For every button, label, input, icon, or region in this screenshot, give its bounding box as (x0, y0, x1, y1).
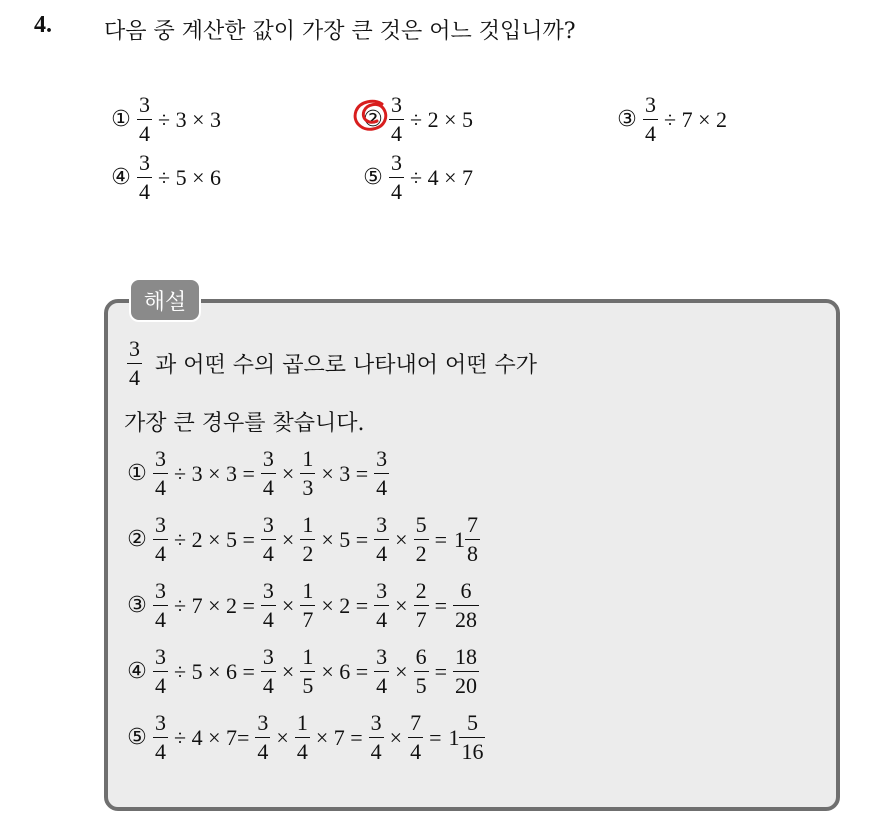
fraction: $\frac{3}{4}$ (376, 644, 388, 698)
expression-text: × 6 = (321, 658, 369, 684)
fraction: $\frac{1}{4}$ (296, 710, 308, 764)
option-expression: ÷ 2 × 5 (410, 106, 473, 132)
solution-row-4 (124, 646, 482, 697)
fraction: $\frac{3}{4}$ (139, 150, 150, 204)
expression-text: ÷ 3 × 3 = (174, 460, 255, 486)
fraction: $\frac{3}{4}$ (257, 710, 269, 764)
option-marker: ④ (111, 165, 131, 190)
solution-marker: ④ (127, 659, 147, 684)
fraction: $\frac{3}{4}$ (370, 710, 382, 764)
option-5[interactable] (360, 152, 476, 203)
fraction: $\frac{1}{2}$ (302, 512, 314, 566)
option-marker: ① (111, 107, 131, 132)
fraction: $\frac{3}{4}$ (376, 512, 388, 566)
solution-marker: ③ (127, 593, 147, 618)
expression-text: × 7 = (315, 724, 363, 750)
fraction: $\frac{3}{4}$ (262, 446, 274, 500)
solution-row-2 (124, 514, 483, 565)
fraction: $\frac{2}{7}$ (415, 578, 427, 632)
expression-text: × (281, 526, 295, 552)
fraction: $\frac{3}{4}$ (155, 644, 166, 698)
fraction: $\frac{3}{4}$ (155, 512, 166, 566)
solution-marker: ② (127, 527, 147, 552)
expression-text: = (429, 724, 442, 750)
fraction: $\frac{6}{5}$ (415, 644, 427, 698)
explanation-label: 해설 (129, 278, 201, 322)
fraction: $\frac{1}{3}$ (302, 446, 314, 500)
expression-text: × (276, 724, 289, 750)
option-expression: ÷ 3 × 3 (158, 106, 221, 132)
result-fraction: $\frac{5}{16}$ (461, 710, 484, 764)
option-expression: ÷ 4 × 7 (410, 164, 473, 190)
fraction: $\frac{7}{4}$ (410, 710, 422, 764)
solution-row-3 (124, 580, 482, 631)
solution-marker: ① (127, 461, 147, 486)
expression-text: × 5 = (321, 526, 369, 552)
solution-row-5 (124, 712, 488, 763)
option-marker: ⑤ (363, 165, 383, 190)
expression-text: × (281, 658, 295, 684)
mixed-whole: 1 (448, 724, 460, 750)
expression-text: ÷ 5 × 6 = (174, 658, 255, 684)
fraction: $\frac{3}{4}$ (391, 92, 402, 146)
explanation-text-1: 과 어떤 수의 곱으로 나타내어 어떤 수가 (155, 353, 537, 378)
fraction: $\frac{3}{4}$ (645, 92, 656, 146)
expression-text: × (395, 658, 408, 684)
question-number: 4. (34, 12, 52, 38)
fraction: $\frac{3}{4}$ (376, 578, 388, 632)
option-marker: ② (363, 107, 383, 132)
expression-text: ÷ 4 × 7= (174, 724, 250, 750)
option-expression: ÷ 5 × 6 (158, 164, 221, 190)
solution-marker: ⑤ (127, 725, 147, 750)
explanation-line-1 (124, 338, 537, 389)
expression-text: × 2 = (321, 592, 369, 618)
fraction: $\frac{3}{4}$ (391, 150, 402, 204)
expression-text: × (389, 724, 403, 750)
fraction: $\frac{3}{4}$ (262, 644, 274, 698)
expression-text: = (434, 592, 447, 618)
option-expression: ÷ 7 × 2 (664, 106, 727, 132)
result-fraction: $\frac{7}{8}$ (466, 512, 478, 566)
option-1[interactable] (108, 94, 224, 145)
expression-text: × (395, 526, 408, 552)
expression-text: = (434, 658, 447, 684)
result-fraction: $\frac{18}{20}$ (454, 644, 477, 698)
expression-text: × (395, 592, 408, 618)
expression-text: × 3 = (321, 460, 369, 486)
fraction: $\frac{1}{7}$ (302, 578, 314, 632)
fraction: $\frac{3}{4}$ (139, 92, 150, 146)
answer-mark-icon (352, 98, 392, 134)
result-fraction: $\frac{6}{28}$ (454, 578, 477, 632)
expression-text: × (281, 460, 295, 486)
fraction: $\frac{3}{4}$ (129, 336, 140, 390)
result-fraction: $\frac{3}{4}$ (376, 446, 388, 500)
fraction: $\frac{3}{4}$ (262, 578, 274, 632)
expression-text: = (434, 526, 447, 552)
expression-text: × (281, 592, 295, 618)
explanation-line-2 (124, 406, 365, 437)
explanation-text-2: 가장 큰 경우를 찾습니다. (124, 411, 365, 436)
fraction: $\frac{3}{4}$ (155, 446, 166, 500)
expression-text: ÷ 7 × 2 = (174, 592, 255, 618)
solution-row-1 (124, 448, 392, 499)
fraction: $\frac{1}{5}$ (302, 644, 314, 698)
expression-text: ÷ 2 × 5 = (174, 526, 255, 552)
question-text: 다음 중 계산한 값이 가장 큰 것은 어느 것입니까? (104, 19, 576, 44)
option-4[interactable] (108, 152, 224, 203)
option-3[interactable] (614, 94, 730, 145)
fraction: $\frac{3}{4}$ (262, 512, 274, 566)
option-marker: ③ (617, 107, 637, 132)
fraction: $\frac{3}{4}$ (155, 710, 166, 764)
fraction: $\frac{3}{4}$ (155, 578, 166, 632)
fraction: $\frac{5}{2}$ (415, 512, 427, 566)
mixed-whole: 1 (453, 526, 465, 552)
